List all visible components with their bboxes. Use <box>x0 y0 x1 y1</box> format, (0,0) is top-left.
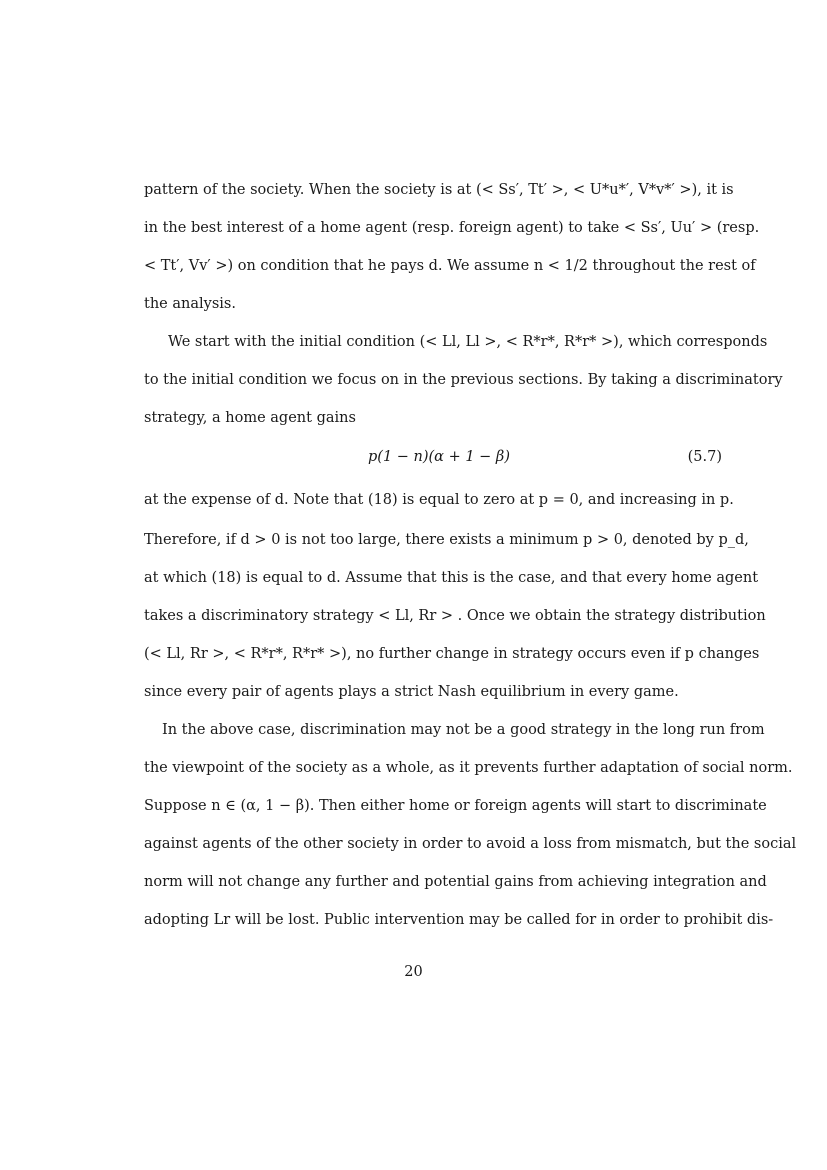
display-equation <box>144 446 722 468</box>
text-line: since every pair of agents plays a strict Nash equilibrium in every game. <box>144 684 679 700</box>
page-number: 20 <box>404 964 423 980</box>
text-line: the viewpoint of the society as a whole, as it prevents further adaptation of social norm. <box>144 760 793 776</box>
text-line: at which (18) is equal to d. Assume that this is the case, and that every home agent <box>144 570 759 586</box>
text-line: the analysis. <box>144 296 236 312</box>
text-line: to the initial condition we focus on in the previous sections. By taking a discriminatory <box>144 372 783 388</box>
text-line: Suppose n ∈ (α, 1 − β). Then either home or foreign agents will start to discriminate <box>144 798 767 814</box>
text-line: in the best interest of a home agent (resp. foreign agent) to take < Ss′, Uu′ > (resp. <box>144 220 760 236</box>
text-line: at the expense of d. Note that (18) is equal to zero at p = 0, and increasing in p. <box>144 492 734 508</box>
equation-expression: p(1 − n)(α + 1 − β) <box>368 449 510 465</box>
text-line: In the above case, discrimination may not be a good strategy in the long run from <box>162 722 765 738</box>
text-line: against agents of the other society in order to avoid a loss from mismatch, but the social <box>144 836 797 852</box>
equation-number: (5.7) <box>687 449 722 465</box>
text-line: norm will not change any further and potential gains from achieving integration and <box>144 874 767 890</box>
text-line: < Tt′, Vv′ >) on condition that he pays d. We assume n < 1/2 throughout the rest of <box>144 258 756 274</box>
text-line: adopting Lr will be lost. Public intervention may be called for in order to prohibit dis- <box>144 912 774 928</box>
text-line: Therefore, if d > 0 is not too large, there exists a minimum p > 0, denoted by p_d, <box>144 532 749 548</box>
text-line: takes a discriminatory strategy < Ll, Rr > . Once we obtain the strategy distribution <box>144 608 766 624</box>
text-line: pattern of the society. When the society is at (< Ss′, Tt′ >, < U*u*′, V*v*′ >), it is <box>144 182 734 198</box>
text-line: We start with the initial condition (< Ll, Ll >, < R*r*, R*r* >), which corresponds <box>168 334 768 350</box>
text-line: strategy, a home agent gains <box>144 410 356 426</box>
text-line: (< Ll, Rr >, < R*r*, R*r* >), no further change in strategy occurs even if p changes <box>144 646 760 662</box>
